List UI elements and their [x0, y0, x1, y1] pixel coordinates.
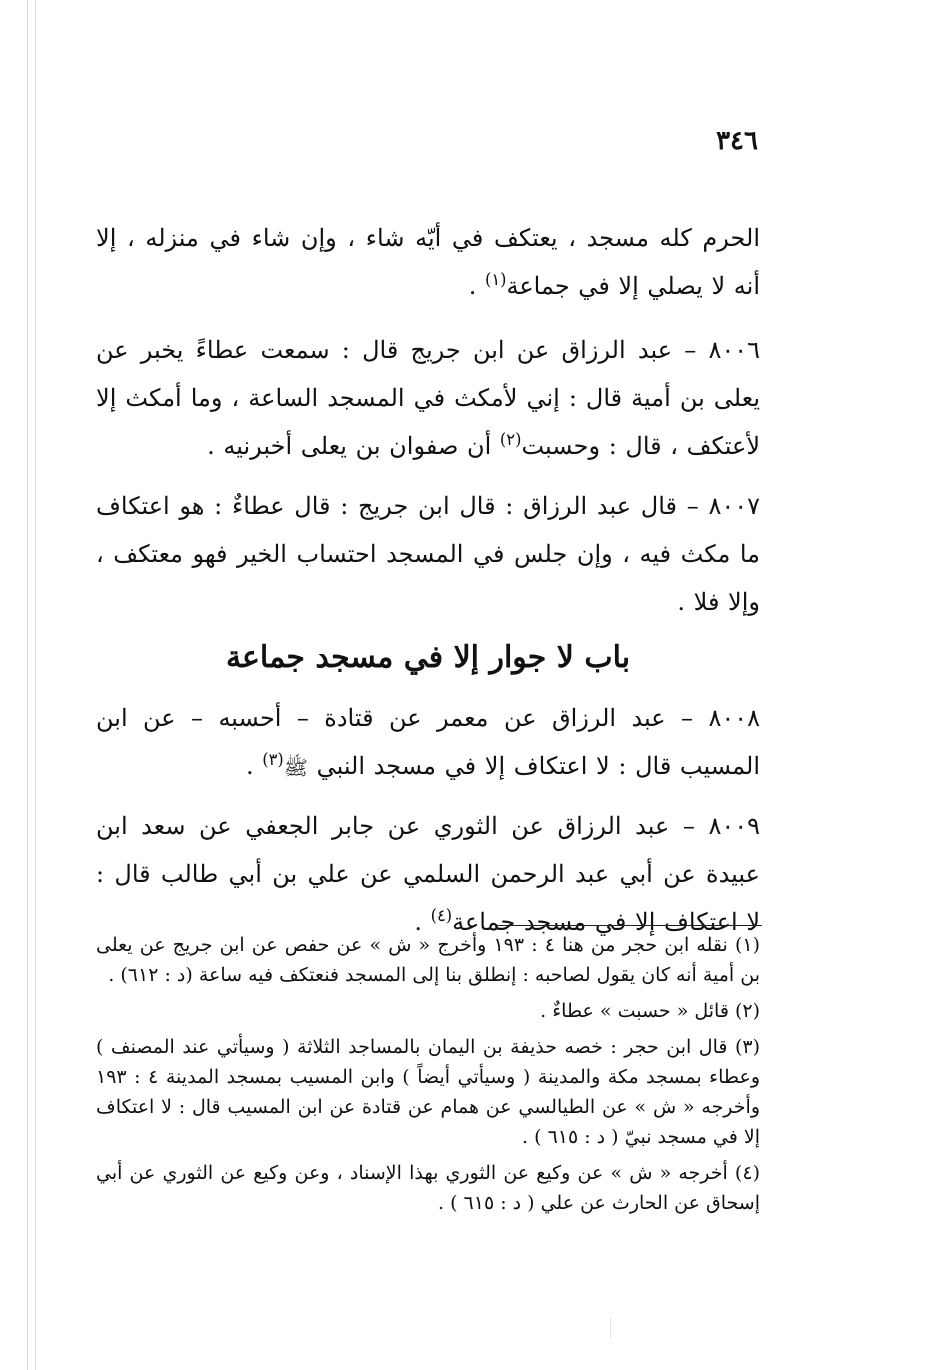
chapter-heading: باب لا جوار إلا في مسجد جماعة [225, 639, 631, 675]
footnote-4: (٤) أخرجه « ش » عن وكيع عن الثوري بهذا الإسناد ، وعن وكيع عن الثوري عن أبي إسحاق عن الحارث عن علي ( د : ٦١٥ ) . [96, 1162, 760, 1214]
footnote-marker: (٢) [499, 430, 522, 449]
paragraph-text: الحرم كله مسجد ، يعتكف في أيّه شاء ، وإن شاء في منزله ، إلا أنه لا يصلي إلا في جماعة [96, 224, 760, 300]
paragraph-text: ٨٠٠٦ – عبد الرزاق عن ابن جريج قال : سمعت عطاءً يخبر عن يعلى بن أمية قال : إني لأمكث في المسجد الساعة ، وما أمكث إلا لأعتكف ، قال : وحسبت [96, 336, 760, 460]
footnote-2: (٢) قائل « حسبت » عطاءٌ . [540, 1000, 760, 1022]
paragraph-ending: . [414, 908, 431, 936]
paragraph-continuation [96, 214, 760, 310]
footnote-3: (٣) قال ابن حجر : خصه حذيفة بن اليمان بالمساجد الثلاثة ( وسيأتي عند المصنف ) وعطاء بمسجد مكة والمدينة ( وسيأتي أيضاً ) وابن المسيب بمسجد المدينة ٤ : ١٩٣ وأخرجه « ش » عن الطيالسي عن همام عن قتادة عن ابن المسيب قال : لا اعتكاف إلا في مسجد نبيّ ( د : ٦١٥ ) . [96, 1036, 760, 1148]
paragraph-text: ٨٠٠٨ – عبد الرزاق عن معمر عن قتادة – أحسبه – عن ابن المسيب قال : لا اعتكاف إلا في مسجد النبي [96, 704, 760, 780]
footnote-marker: (١) [484, 270, 507, 289]
footnote-separator [497, 925, 762, 926]
paragraph-ending: . [245, 752, 263, 780]
paragraph-text: ٨٠٠٧ – قال عبد الرزاق : قال ابن جريج : قال عطاءٌ : هو اعتكاف ما مكث فيه ، وإن جلس في المسجد احتساب الخير فهو معتكف ، وإلا فلا . [96, 492, 760, 616]
footnote-marker: (٣) [262, 750, 284, 769]
footnote-1: (١) نقله ابن حجر من هنا ٤ : ١٩٣ وأخرج « ش » عن حفص عن ابن جريج عن يعلى بن أمية أنه كان يقول لصاحبه : إنطلق بنا إلى المسجد فنعتكف فيه ساعة (د : ٦١٢) . [96, 934, 760, 986]
hadith-8007 [96, 482, 760, 626]
paragraph-text: ٨٠٠٩ – عبد الرزاق عن الثوري عن جابر الجعفي عن سعد ابن عبيدة عن أبي عبد الرحمن السلمي عن علي بن أبي طالب قال : لا اعتكاف إلا في مسجد جماعة [96, 812, 760, 936]
hadith-8006 [96, 326, 760, 470]
paragraph-ending: . [468, 272, 485, 300]
scan-mark [610, 1318, 611, 1338]
footnote-marker: (٤) [430, 906, 453, 925]
scan-edge-line [35, 0, 36, 1370]
scan-edge-line [27, 0, 28, 1370]
paragraph-ending: أن صفوان بن يعلى أخبرنيه . [207, 432, 500, 460]
page-number: ٣٤٦ [716, 126, 758, 156]
hadith-8008 [96, 694, 760, 790]
footnotes-section [96, 930, 760, 1224]
salutation-ligature: ﷺ [283, 755, 308, 780]
